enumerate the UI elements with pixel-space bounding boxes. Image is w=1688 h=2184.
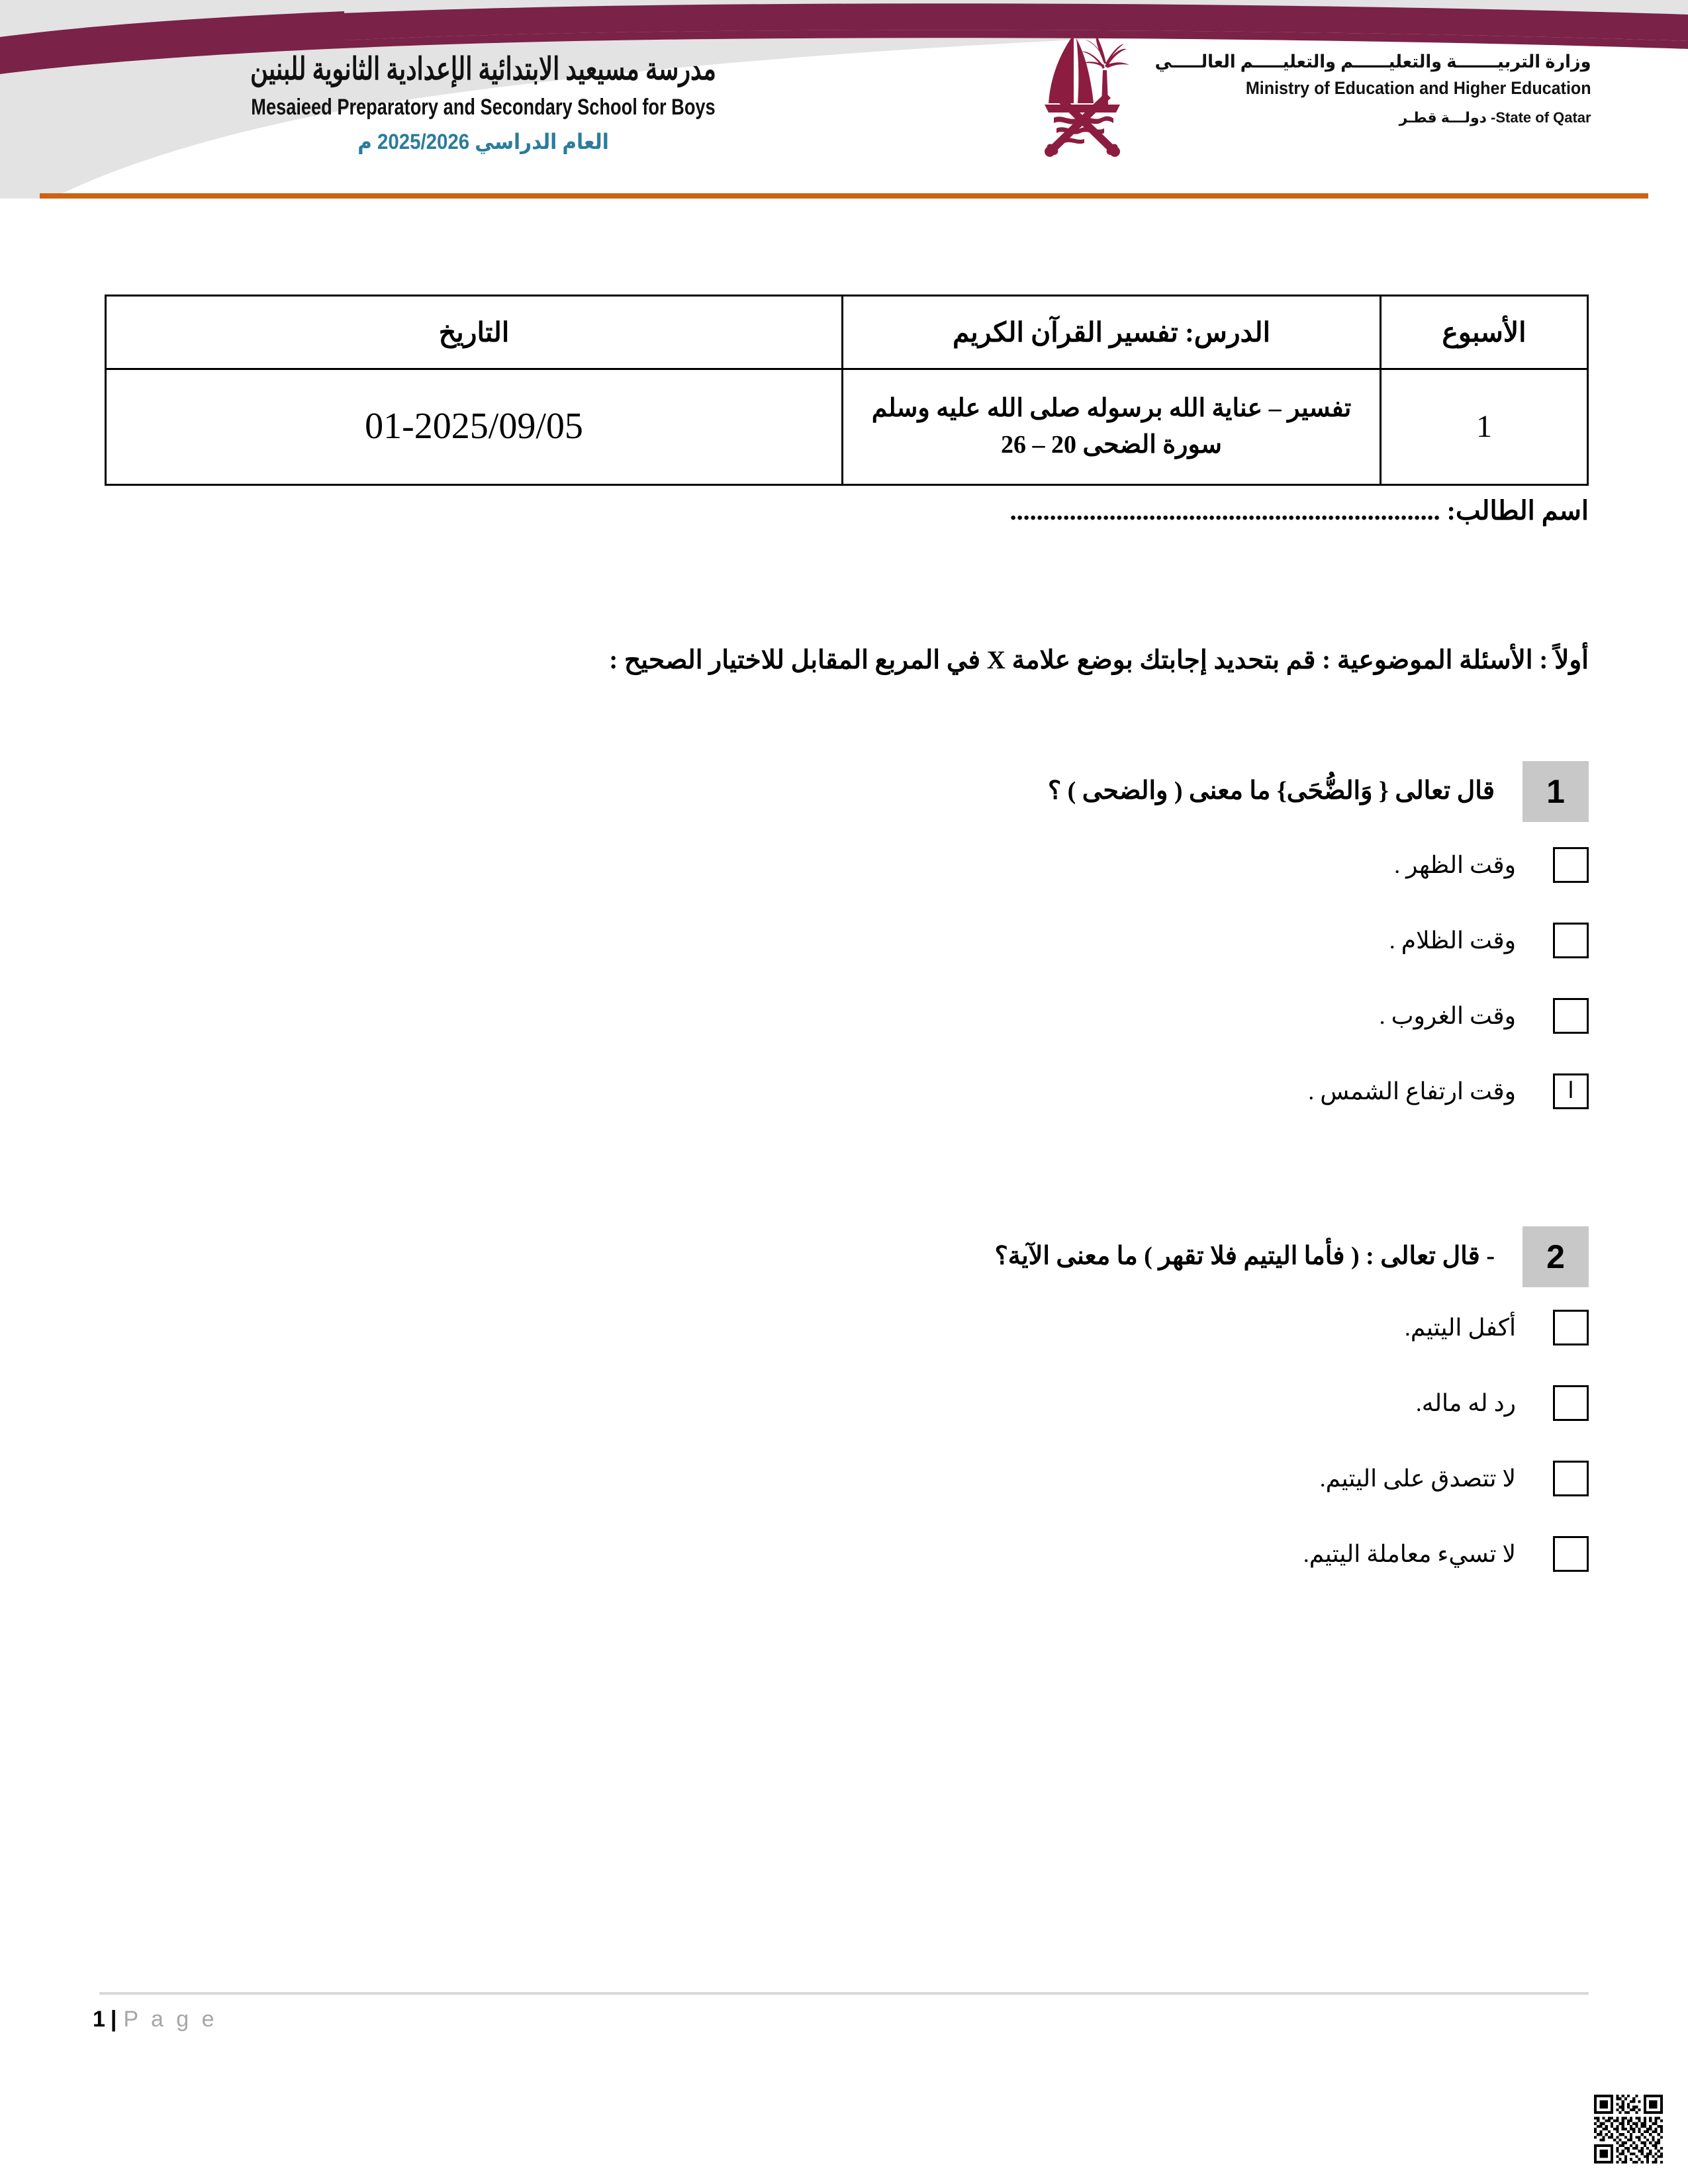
answer-checkbox-marked[interactable]: ا: [1553, 1073, 1589, 1109]
question-block-2: [0, 1226, 1688, 1573]
option-label: وقت الظهر .: [1394, 852, 1516, 878]
option-row[interactable]: [0, 1308, 1589, 1347]
answer-checkbox[interactable]: [1553, 1385, 1589, 1421]
option-label: وقت الظلام .: [1389, 927, 1516, 954]
question-2-number-badge: 2: [1523, 1226, 1589, 1287]
student-name-label: اسم الطالب:: [1440, 496, 1589, 525]
school-name-arabic: مدرسة مسيعيد الابتدائية الإعدادية الثانوية للبنين: [250, 52, 716, 87]
school-name-english: Mesaieed Preparatory and Secondary School for Boys: [251, 95, 716, 120]
page-header: [0, 0, 1688, 199]
cell-date-range: 01-2025/09/05: [106, 369, 843, 485]
qatar-state-emblem-icon: [1033, 26, 1132, 165]
option-row[interactable]: [0, 1384, 1589, 1422]
option-label: لا تسيء معاملة اليتيم.: [1303, 1541, 1516, 1567]
student-name-blank-dots: .................................................................: [1009, 496, 1440, 525]
cell-lesson-title: تفسير – عناية الله برسوله صلى الله عليه وسلم سورة الضحى 20 – 26: [843, 369, 1381, 485]
footer-page-word: P a g e: [123, 2007, 218, 2032]
ministry-name-english: Ministry of Education and Higher Education: [1245, 78, 1591, 98]
answer-checkbox[interactable]: [1553, 923, 1589, 958]
lesson-info-table: [105, 295, 1589, 486]
ministry-name-arabic: وزارة التربيـــــــة والتعليــــــم والتعليـــــم العالـــــي: [1154, 52, 1591, 71]
table-row: [106, 369, 1588, 485]
ministry-text-block: [1132, 26, 1591, 126]
option-row[interactable]: [0, 1459, 1589, 1498]
answer-checkbox[interactable]: [1553, 998, 1589, 1034]
question-2-options: [0, 1308, 1589, 1573]
col-header-lesson: الدرس: تفسير القرآن الكريم: [843, 296, 1381, 369]
option-row[interactable]: [0, 1535, 1589, 1573]
answer-checkbox[interactable]: [1553, 847, 1589, 883]
option-label: وقت ارتفاع الشمس .: [1308, 1078, 1516, 1105]
footer-divider: [99, 1992, 1589, 1995]
question-block-1: [0, 761, 1688, 1111]
option-row[interactable]: [0, 997, 1589, 1035]
question-1-number-badge: 1: [1523, 761, 1589, 822]
option-row[interactable]: [0, 921, 1589, 960]
page-footer: [0, 1992, 1688, 2032]
question-1-header: [0, 761, 1589, 822]
col-header-date: التاريخ: [106, 296, 843, 369]
col-header-week: الأسبوع: [1381, 296, 1588, 369]
state-of-qatar-line: دولـــة قطـر -State of Qatar: [1399, 109, 1591, 126]
footer-page-number: 1: [93, 2007, 107, 2032]
answer-checkbox[interactable]: [1553, 1461, 1589, 1496]
answer-checkbox[interactable]: [1553, 1536, 1589, 1572]
student-name-field[interactable]: [0, 495, 1589, 526]
qr-code-icon[interactable]: [1594, 2095, 1663, 2163]
page-content: [0, 199, 1688, 1610]
option-row[interactable]: [0, 846, 1589, 884]
answer-checkbox[interactable]: [1553, 1310, 1589, 1345]
ministry-identity: [1033, 26, 1681, 165]
option-label: رد له ماله.: [1415, 1390, 1516, 1416]
footer-separator: |: [110, 2007, 118, 2032]
question-1-options: [0, 846, 1589, 1111]
header-orange-divider: [40, 193, 1648, 199]
question-2-header: [0, 1226, 1589, 1287]
academic-year: العام الدراسي 2025/2026 م: [357, 130, 609, 154]
section-instruction: أولاً : الأسئلة الموضوعية : قم بتحديد إجابتك بوضع علامة X في المربع المقابل للاختيار الصحيح :: [609, 646, 1589, 674]
option-label: أكفل اليتيم.: [1404, 1314, 1516, 1341]
school-identity: [93, 52, 874, 154]
question-1-text: قال تعالى { وَالضُّحَى} ما معنى ( والضحى ) ؟: [1047, 777, 1495, 805]
option-label: لا تتصدق على اليتيم.: [1319, 1465, 1516, 1492]
option-row[interactable]: [0, 1072, 1589, 1111]
page-number-indicator: [93, 2007, 1688, 2032]
table-header-row: [106, 296, 1588, 369]
question-2-text: - قال تعالى : ( فأما اليتيم فلا تقهر ) ما معنى الآية؟: [994, 1242, 1495, 1271]
option-label: وقت الغروب .: [1379, 1003, 1516, 1029]
cell-week-number: 1: [1381, 369, 1588, 485]
